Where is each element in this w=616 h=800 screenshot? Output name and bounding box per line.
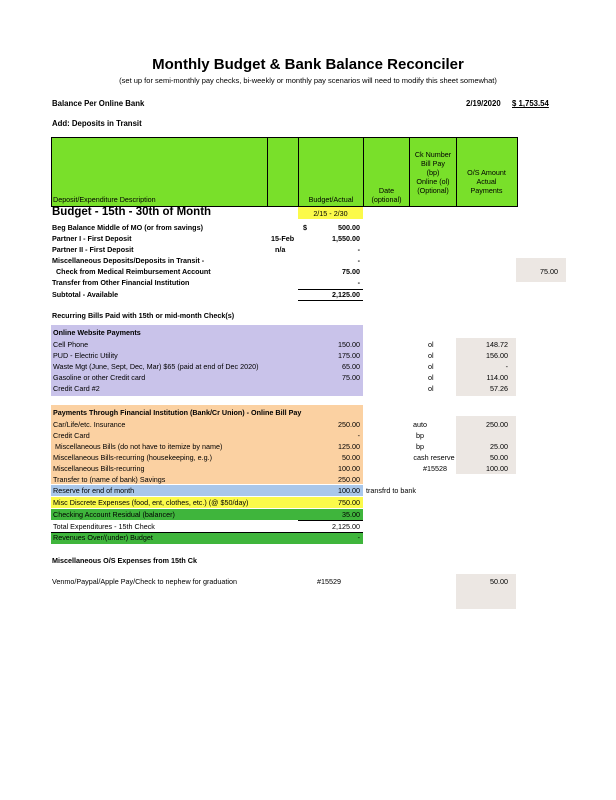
page-title: Monthly Budget & Bank Balance Reconciler [152,56,464,73]
online-row-amount: 175.00 [338,351,360,360]
online-row-ck: ol [428,362,434,371]
institution-row-ck: auto [413,420,427,429]
deposit-row-amount: - [357,256,360,265]
budget-heading: Budget - 15th - 30th of Month [52,206,212,218]
institution-row-ck: bp [416,442,424,451]
venmo-desc: Venmo/Paypal/Apple Pay/Check to nephew for graduation [52,577,237,586]
balance-label: Balance Per Online Bank [52,99,145,108]
online-row-ck: ol [428,351,434,360]
deposit-row-date: n/a [275,245,286,254]
reserve-note: transfrd to bank [366,486,416,495]
misc-discrete-amount: 750.00 [338,498,360,507]
revenues-amount: - [357,533,360,542]
institution-row-amount: 250.00 [338,475,360,484]
header-ck-number: Ck Number [414,150,452,159]
institution-row-ck: #15528 [423,464,447,473]
deposit-row-desc: Partner I - First Deposit [52,234,132,243]
total-desc: Total Expenditures - 15th Check [53,522,155,531]
header-ck-optional: (Optional) [417,186,449,195]
deposit-row-desc: Miscellaneous Deposits/Deposits in Transit - [52,256,205,265]
institution-row-os: 100.00 [486,464,508,473]
online-row-os: 156.00 [486,351,508,360]
reserve-desc: Reserve for end of month [53,486,135,495]
online-row-desc: Gasoline or other Credit card [53,373,146,382]
deposit-row-desc: Partner II - First Deposit [52,245,134,254]
deposit-row-amount: - [357,278,360,287]
online-row-ck: ol [428,373,434,382]
online-row-amount: 75.00 [342,373,360,382]
header-date-optional: (optional) [371,195,402,204]
online-row-ck: ol [428,384,434,393]
deposits-in-transit-label: Add: Deposits in Transit [52,119,142,128]
residual-desc: Checking Account Residual (balancer) [53,510,175,519]
residual-amount: 35.00 [342,510,360,519]
deposit-row-date: 15-Feb [271,234,295,243]
recurring-label: Recurring Bills Paid with 15th or mid-month Check(s) [52,311,235,320]
deposit-row-dollar: $ [303,223,307,232]
online-row-amount: 150.00 [338,340,360,349]
institution-row-amount: 50.00 [342,453,360,462]
header-budget-actual: Budget/Actual [308,195,354,204]
online-row-ck: ol [428,340,434,349]
institution-row-desc: Car/Life/etc. Insurance [53,420,126,429]
deposit-row-amount: - [357,245,360,254]
institution-row-ck: cash reserve [413,453,455,462]
header-description: Deposit/Expenditure Description [53,195,156,204]
online-row-desc: Cell Phone [53,340,89,349]
institution-row-os: 25.00 [490,442,508,451]
total-amount: 2,125.00 [332,522,360,531]
misc-discrete-desc: Misc Discrete Expenses (food, ent, clothes, etc.) (@ $50/day) [53,498,249,507]
page-subtitle: (set up for semi-monthly pay checks, bi-weekly or monthly pay scenarios will need to modify this sheet somewhat) [119,76,497,85]
online-row-os: 57.26 [490,384,508,393]
institution-row-ck: bp [416,431,424,440]
header-bill-pay: Bill Pay [421,159,445,168]
misc-os-label: Miscellaneous O/S Expenses from 15th Ck [52,556,197,565]
institution-row-os: 50.00 [490,453,508,462]
deposit-row-amount: 1,550.00 [332,234,360,243]
institution-heading: Payments Through Financial Institution (Bank/Cr Union) - Online Bill Pay [53,408,302,417]
balance-amount: $ 1,753.54 [512,99,549,108]
online-row-amount: 65.00 [342,362,360,371]
online-row-desc: PUD - Electric Utility [53,351,118,360]
online-row-desc: Credit Card #2 [53,384,100,393]
subtotal-label: Subtotal - Available [52,290,119,299]
institution-row-desc: Transfer to (name of bank) Savings [53,475,166,484]
deposit-row-desc: Beg Balance Middle of MO (or from savings) [52,223,203,232]
header-online: Online (ol) [416,177,450,186]
institution-row-amount: - [357,431,360,440]
institution-row-desc: Miscellaneous Bills-recurring [53,464,145,473]
institution-row-amount: 250.00 [338,420,360,429]
deposit-row-amount: 75.00 [342,267,360,276]
header-bp: (bp) [426,168,440,177]
deposit-row-desc: Transfer from Other Financial Institution [52,278,190,287]
venmo-ck: #15529 [317,577,341,586]
deposit-row-desc: Check from Medical Reimbursement Account [52,267,211,276]
online-row-os: 114.00 [486,373,508,382]
online-heading: Online Website Payments [53,328,141,337]
revenues-desc: Revenues Over/(under) Budget [53,533,153,542]
reserve-amount: 100.00 [338,486,360,495]
subtotal-amount: 2,125.00 [332,290,360,299]
institution-row-os: 250.00 [486,420,508,429]
header-os-actual: Actual [476,177,497,186]
header-os-amount: O/S Amount [467,168,506,177]
institution-row-amount: 100.00 [338,464,360,473]
header-os-payments: Payments [470,186,503,195]
online-row-os: - [505,362,508,371]
deposit-row-amount: 500.00 [338,223,360,232]
online-row-os: 148.72 [486,340,508,349]
online-row-desc: Waste Mgt (June, Sept, Dec, Mar) $65 (paid at end of Dec 2020) [53,362,259,371]
period: 2/15 - 2/30 [313,209,348,218]
institution-row-desc: Credit Card [53,431,90,440]
balance-date: 2/19/2020 [466,99,501,108]
institution-row-amount: 125.00 [338,442,360,451]
header-date: Date [378,186,395,195]
deposit-row-os: 75.00 [540,267,558,276]
institution-row-desc: Miscellaneous Bills (do not have to itemize by name) [53,442,223,451]
institution-row-desc: Miscellaneous Bills-recurring (housekeeping, e.g.) [53,453,212,462]
venmo-os: 50.00 [490,577,508,586]
